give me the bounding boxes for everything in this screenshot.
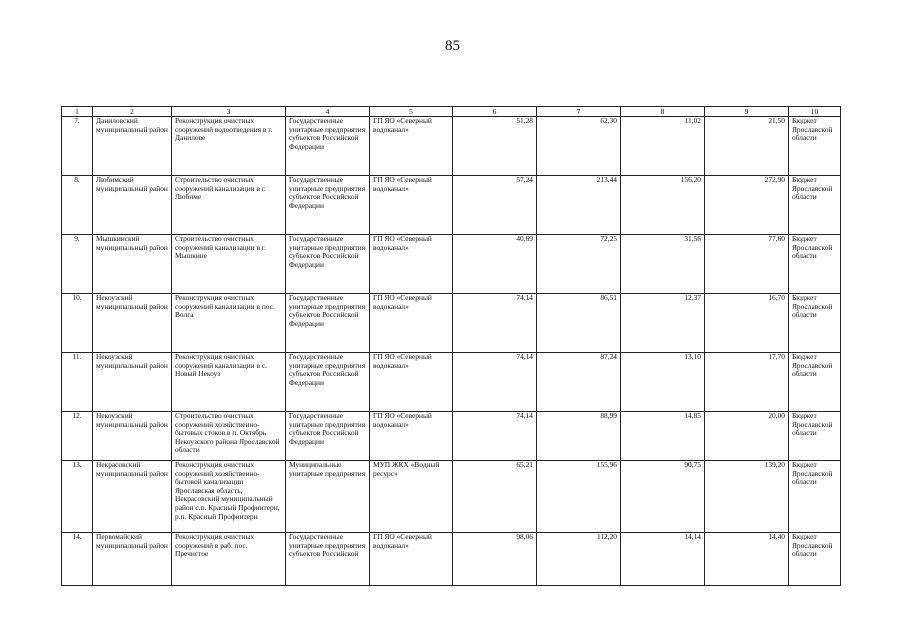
operator-cell: ГП ЯО «Северный водоканал» — [370, 353, 453, 412]
recipient-cell: Государственные унитарные предприятия субъектов Российской Федерации — [286, 294, 370, 353]
source-cell: Бюджет Ярославской области — [789, 235, 841, 294]
value-cell-8: 156,20 — [621, 176, 705, 235]
row-number: 8. — [62, 176, 93, 235]
recipient-cell: Государственные унитарные предприятия субъектов Российской Федерации — [286, 353, 370, 412]
operator-cell: ГП ЯО «Северный водоканал» — [370, 294, 453, 353]
table-row — [62, 353, 841, 412]
district-cell: Даниловский муниципальный район — [93, 117, 172, 176]
column-header: 1 — [62, 107, 93, 117]
recipient-cell: Государственные унитарные предприятия субъектов Российской Федерации — [286, 176, 370, 235]
object-cell: Строительство очистных сооружений канализации в г. Мышкине — [172, 235, 286, 294]
value-cell-6: 65,21 — [453, 461, 537, 533]
source-cell: Бюджет Ярославской области — [789, 176, 841, 235]
value-cell-7: 112,20 — [537, 533, 621, 586]
value-cell-9: 77,60 — [705, 235, 789, 294]
column-header: 6 — [453, 107, 537, 117]
object-cell: Реконструкция очистных сооружений канализации в с. Новый Некоуз — [172, 353, 286, 412]
recipient-cell: Государственные унитарные предприятия субъектов Российской — [286, 533, 370, 586]
row-number: 12. — [62, 412, 93, 461]
value-cell-7: 62,30 — [537, 117, 621, 176]
recipient-cell: Государственные унитарные предприятия субъектов Российской Федерации — [286, 412, 370, 461]
value-cell-8: 14,85 — [621, 412, 705, 461]
table-row — [62, 461, 841, 533]
district-cell: Некоузский муниципальный район — [93, 353, 172, 412]
column-header: 7 — [537, 107, 621, 117]
investment-table — [61, 106, 841, 586]
value-cell-7: 72,25 — [537, 235, 621, 294]
value-cell-6: 74,14 — [453, 353, 537, 412]
value-cell-7: 155,96 — [537, 461, 621, 533]
value-cell-6: 51,28 — [453, 117, 537, 176]
value-cell-6: 98,06 — [453, 533, 537, 586]
value-cell-9: 21,50 — [705, 117, 789, 176]
value-cell-6: 57,24 — [453, 176, 537, 235]
table-row — [62, 235, 841, 294]
object-cell: Реконструкция очистных сооружений водоотведения в г. Данилове — [172, 117, 286, 176]
value-cell-7: 87,24 — [537, 353, 621, 412]
row-number: 7. — [62, 117, 93, 176]
recipient-cell: Государственные унитарные предприятия субъектов Российской Федерации — [286, 235, 370, 294]
district-cell: Мышкинский муниципальный район — [93, 235, 172, 294]
row-number: 14. — [62, 533, 93, 586]
column-header: 10 — [789, 107, 841, 117]
source-cell: Бюджет Ярославской области — [789, 461, 841, 533]
source-cell: Бюджет Ярославской области — [789, 117, 841, 176]
operator-cell: МУП ЖКХ «Водный ресурс» — [370, 461, 453, 533]
object-cell: Реконструкция очистных сооружений в раб. пос. Пречистое — [172, 533, 286, 586]
value-cell-9: 139,20 — [705, 461, 789, 533]
column-number-row — [62, 107, 841, 117]
value-cell-7: 88,99 — [537, 412, 621, 461]
page-number: 85 — [445, 38, 460, 54]
object-cell: Строительство очистных сооружений хозяйственно-бытовых стоков в п. Октябрь Некоузского района Ярославской области — [172, 412, 286, 461]
value-cell-9: 272,90 — [705, 176, 789, 235]
district-cell: Первомайский муниципальный район — [93, 533, 172, 586]
district-cell: Любимский муниципальный район — [93, 176, 172, 235]
operator-cell: ГП ЯО «Северный водоканал» — [370, 117, 453, 176]
recipient-cell: Государственные унитарные предприятия субъектов Российской Федерации — [286, 117, 370, 176]
value-cell-8: 13,10 — [621, 353, 705, 412]
operator-cell: ГП ЯО «Северный водоканал» — [370, 176, 453, 235]
value-cell-6: 40,69 — [453, 235, 537, 294]
source-cell: Бюджет Ярославской области — [789, 412, 841, 461]
source-cell: Бюджет Ярославской области — [789, 353, 841, 412]
operator-cell: ГП ЯО «Северный водоканал» — [370, 533, 453, 586]
column-header: 2 — [93, 107, 172, 117]
table-row — [62, 533, 841, 586]
district-cell: Некрасовский муниципальный район — [93, 461, 172, 533]
value-cell-7: 213,44 — [537, 176, 621, 235]
value-cell-8: 31,56 — [621, 235, 705, 294]
column-header: 5 — [370, 107, 453, 117]
row-number: 9. — [62, 235, 93, 294]
table-row — [62, 294, 841, 353]
value-cell-8: 12,37 — [621, 294, 705, 353]
column-header: 8 — [621, 107, 705, 117]
value-cell-9: 17,70 — [705, 353, 789, 412]
object-cell: Реконструкция очистных сооружений хозяйственно-бытовой канализации Ярославская область, Некрасовский муниципальный район с.п. Красный Профинтерн, р.п. Красный Профинтерн — [172, 461, 286, 533]
value-cell-7: 86,51 — [537, 294, 621, 353]
column-header: 9 — [705, 107, 789, 117]
recipient-cell: Муниципальные унитарные предприятия — [286, 461, 370, 533]
value-cell-8: 14,14 — [621, 533, 705, 586]
row-number: 10. — [62, 294, 93, 353]
value-cell-8: 11,02 — [621, 117, 705, 176]
row-number: 13. — [62, 461, 93, 533]
table-row — [62, 117, 841, 176]
value-cell-6: 74,14 — [453, 412, 537, 461]
source-cell: Бюджет Ярославской области — [789, 533, 841, 586]
operator-cell: ГП ЯО «Северный водоканал» — [370, 412, 453, 461]
district-cell: Некоузский муниципальный район — [93, 412, 172, 461]
operator-cell: ГП ЯО «Северный водоканал» — [370, 235, 453, 294]
table-row — [62, 412, 841, 461]
source-cell: Бюджет Ярославской области — [789, 294, 841, 353]
value-cell-8: 90,75 — [621, 461, 705, 533]
object-cell: Реконструкция очистных сооружений канализации в пос. Волга — [172, 294, 286, 353]
value-cell-9: 16,70 — [705, 294, 789, 353]
row-number: 11. — [62, 353, 93, 412]
value-cell-9: 14,40 — [705, 533, 789, 586]
column-header: 3 — [172, 107, 286, 117]
table-row — [62, 176, 841, 235]
object-cell: Строительство очистных сооружений канализации в г. Любиме — [172, 176, 286, 235]
value-cell-9: 20,00 — [705, 412, 789, 461]
district-cell: Некоузский муниципальный район — [93, 294, 172, 353]
value-cell-6: 74,14 — [453, 294, 537, 353]
column-header: 4 — [286, 107, 370, 117]
